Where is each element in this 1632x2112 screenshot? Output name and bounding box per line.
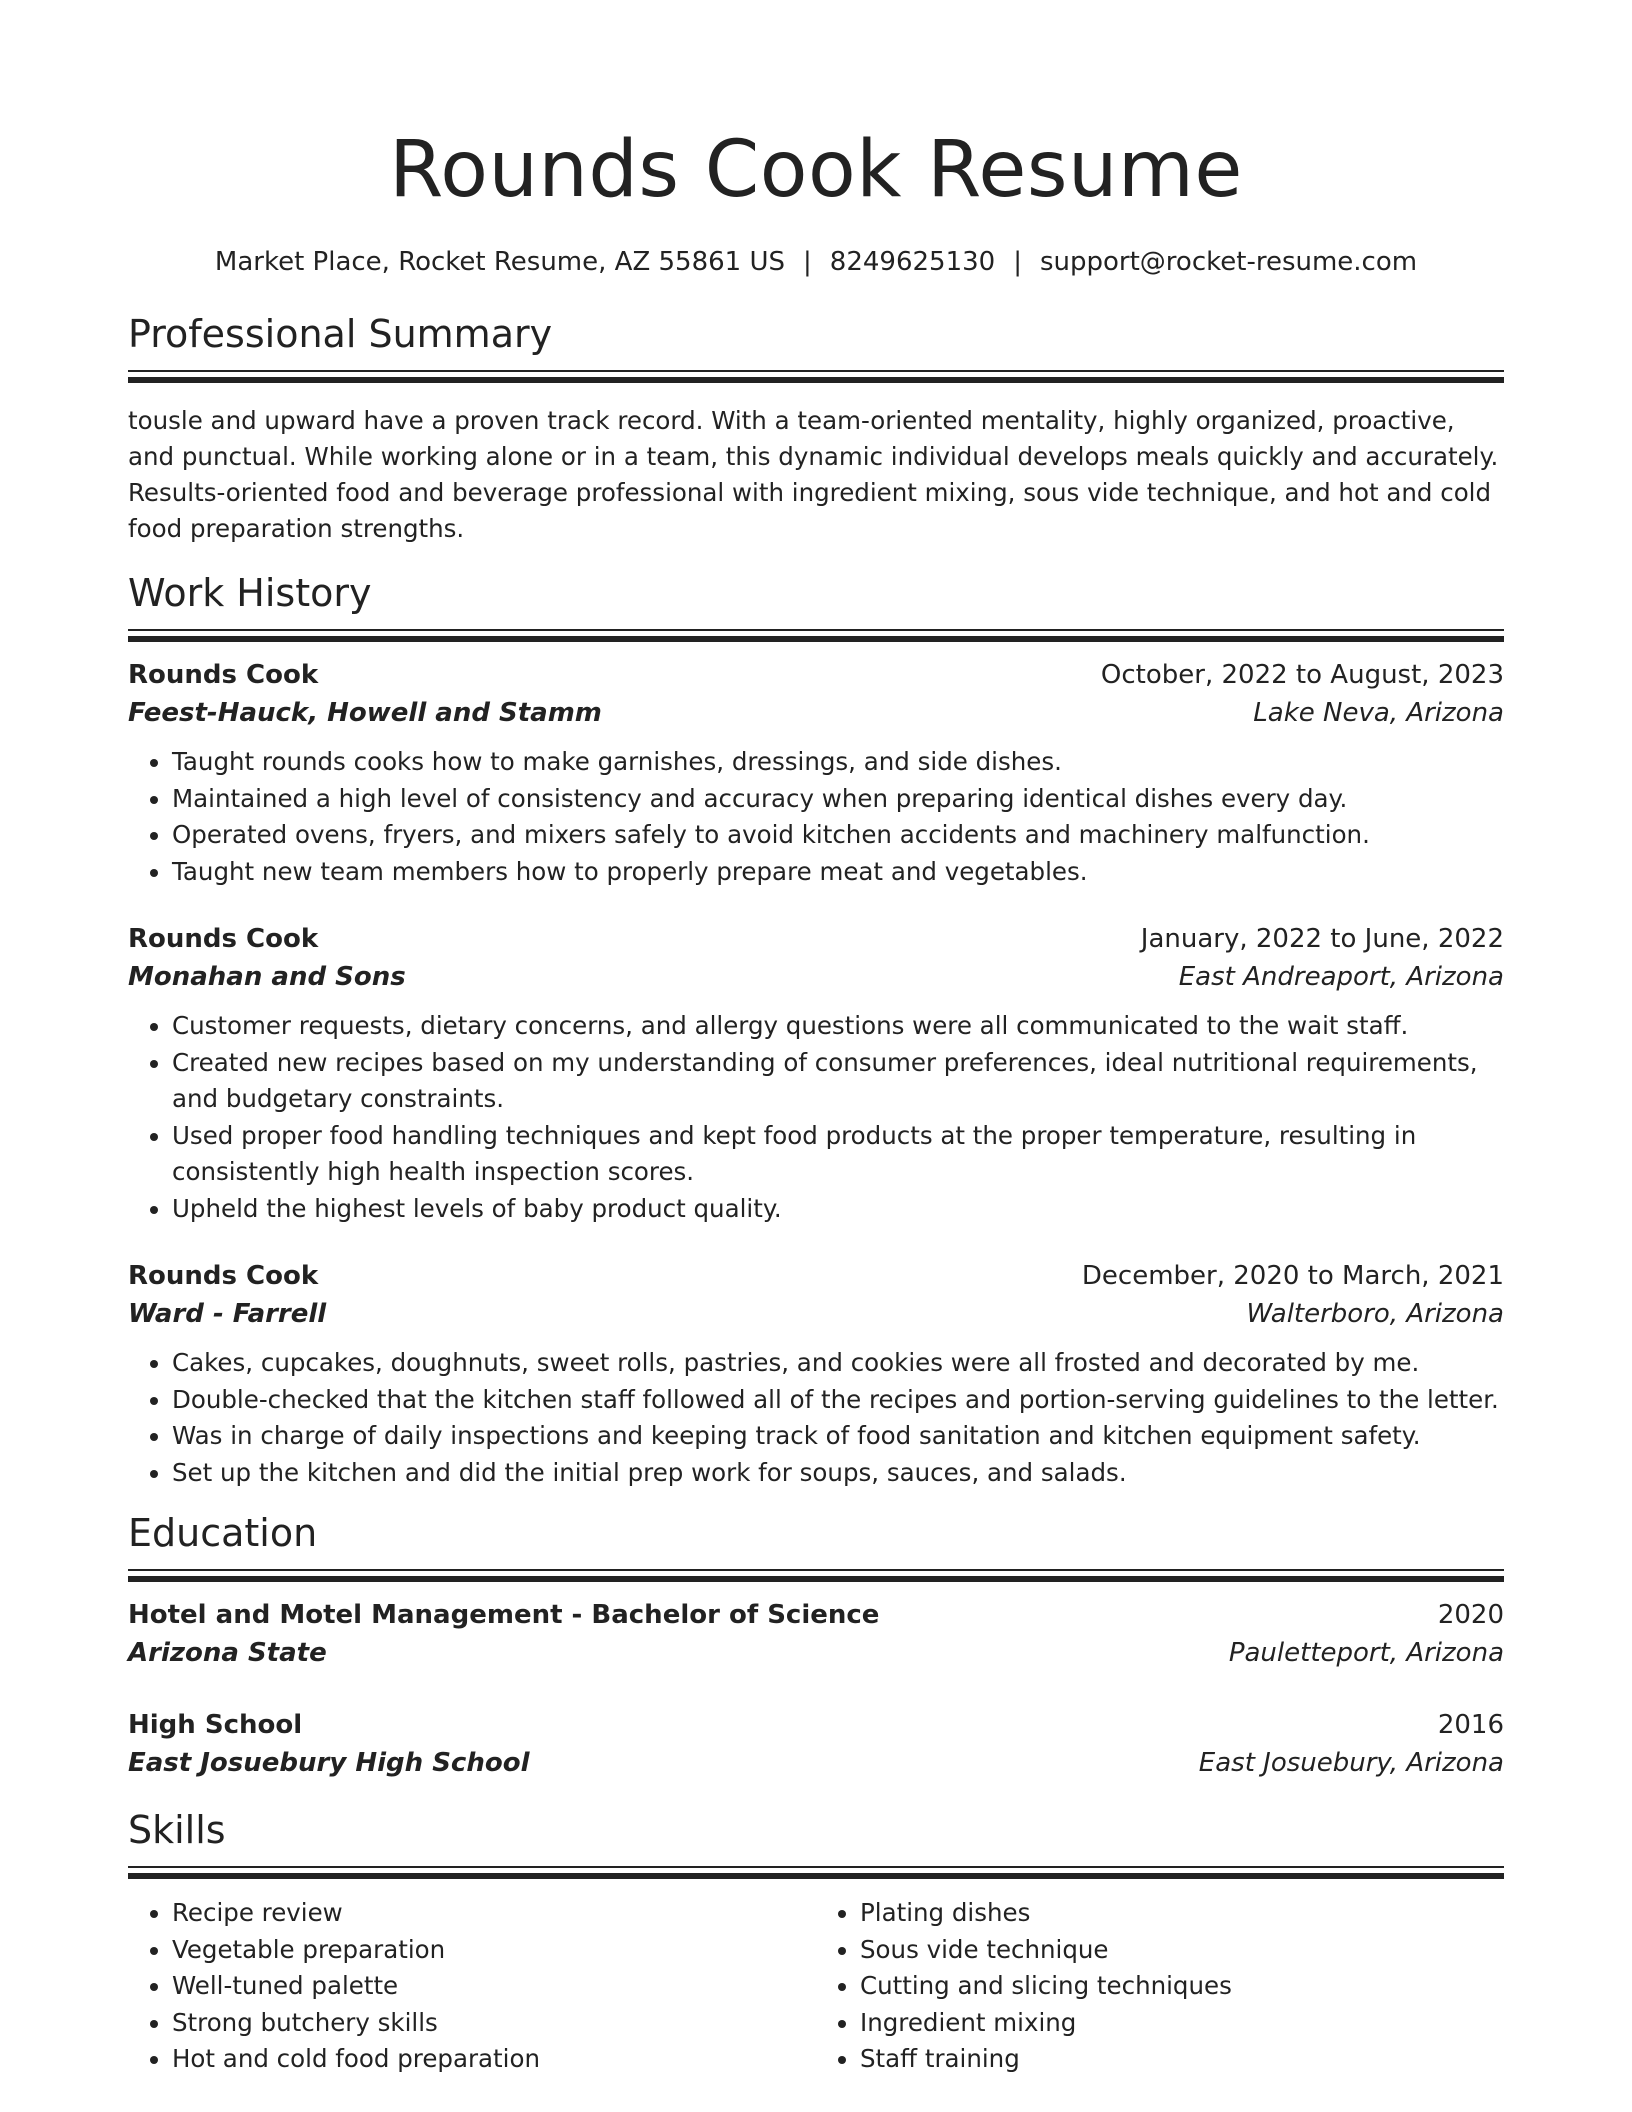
list-item: • Operated ovens, fryers, and mixers safely to avoid kitchen accidents and machinery malfunction. (172, 817, 1504, 854)
education-header (128, 1596, 1504, 1634)
contact-line (128, 244, 1504, 280)
education-year: 2020 (1437, 1600, 1504, 1630)
job-dates: January, 2022 to June, 2022 (1140, 924, 1504, 954)
skills-list-left (128, 1895, 816, 2078)
education-degree: Hotel and Motel Management - Bachelor of Science (128, 1600, 880, 1630)
education-subheader (128, 1744, 1504, 1782)
section-divider (128, 629, 1504, 642)
list-item: • Staff training (860, 2041, 1504, 2078)
education-subheader (128, 1634, 1504, 1672)
job-bullets (128, 1345, 1504, 1491)
job-company: Monahan and Sons (128, 962, 406, 992)
resume-title: Rounds Cook Resume (389, 125, 1243, 215)
list-item: • Strong butchery skills (172, 2005, 816, 2042)
summary-text: tousle and upward have a proven track record. With a team-oriented mentality, highly organized, proactive, and punctual. While working alone or in a team, this dynamic individual develops meals quickly and accurately. Results-oriented food and beverage professional with ingredient mixing, sous vide technique, and hot and cold food preparation strengths. (128, 406, 1499, 543)
section-heading: Professional Summary (128, 312, 553, 356)
job-subheader (128, 694, 1504, 732)
contact-separator: | (803, 247, 812, 277)
job-header (128, 920, 1504, 958)
job-dates: December, 2020 to March, 2021 (1081, 1261, 1504, 1291)
section-heading: Education (128, 1511, 318, 1555)
skills-section (128, 1806, 1504, 2078)
section-divider (128, 1569, 1504, 1582)
education-degree: High School (128, 1710, 303, 1740)
list-item: • Set up the kitchen and did the initial prep work for soups, sauces, and salads. (172, 1455, 1504, 1492)
job-title: Rounds Cook (128, 1261, 319, 1291)
skills-columns (128, 1895, 1504, 2078)
education-entry (128, 1706, 1504, 1782)
contact-address: Market Place, Rocket Resume, AZ 55861 US (214, 247, 786, 277)
list-item: • Created new recipes based on my understanding of consumer preferences, ideal nutritional requirements, and budgetary constraints. (172, 1045, 1504, 1118)
list-item: • Maintained a high level of consistency and accuracy when preparing identical dishes every day. (172, 781, 1504, 818)
education-location: East Josuebury, Arizona (1198, 1748, 1504, 1778)
education-location: Pauletteport, Arizona (1228, 1638, 1504, 1668)
list-item: • Cakes, cupcakes, doughnuts, sweet rolls, pastries, and cookies were all frosted and decorated by me. (172, 1345, 1504, 1382)
list-item: • Taught new team members how to properly prepare meat and vegetables. (172, 854, 1504, 891)
list-item: • Well-tuned palette (172, 1968, 816, 2005)
job-location: Lake Neva, Arizona (1253, 698, 1504, 728)
job-bullets (128, 744, 1504, 890)
job-company: Feest-Hauck, Howell and Stamm (128, 698, 602, 728)
job-location: East Andreaport, Arizona (1178, 962, 1504, 992)
job-subheader (128, 958, 1504, 996)
section-divider (128, 370, 1504, 383)
education-section (128, 1509, 1504, 1782)
job-header (128, 656, 1504, 694)
section-heading: Skills (128, 1808, 226, 1852)
job-bullets (128, 1008, 1504, 1227)
list-item: • Taught rounds cooks how to make garnishes, dressings, and side dishes. (172, 744, 1504, 781)
contact-email: support@rocket-resume.com (1039, 247, 1418, 277)
work-history-section (128, 569, 1504, 1491)
education-school: East Josuebury High School (128, 1748, 530, 1778)
education-school: Arizona State (128, 1638, 327, 1668)
education-year: 2016 (1437, 1710, 1504, 1740)
contact-phone: 8249625130 (829, 247, 996, 277)
list-item: • Used proper food handling techniques and kept food products at the proper temperature, resulting in consistently high health inspection scores. (172, 1118, 1504, 1191)
summary-section (128, 310, 1504, 547)
list-item: • Customer requests, dietary concerns, and allergy questions were all communicated to the wait staff. (172, 1008, 1504, 1045)
job-location: Walterboro, Arizona (1246, 1299, 1504, 1329)
job-entry (128, 656, 1504, 890)
job-header (128, 1257, 1504, 1295)
list-item: • Cutting and slicing techniques (860, 1968, 1504, 2005)
list-item: • Recipe review (172, 1895, 816, 1932)
job-dates: October, 2022 to August, 2023 (1100, 660, 1504, 690)
list-item: • Ingredient mixing (860, 2005, 1504, 2042)
list-item: • Was in charge of daily inspections and keeping track of food sanitation and kitchen equipment safety. (172, 1418, 1504, 1455)
job-entry (128, 1257, 1504, 1491)
education-entry (128, 1596, 1504, 1672)
skills-list-right (816, 1895, 1504, 2078)
job-company: Ward - Farrell (128, 1299, 327, 1329)
list-item: • Double-checked that the kitchen staff followed all of the recipes and portion-serving guidelines to the letter. (172, 1382, 1504, 1419)
job-title: Rounds Cook (128, 924, 319, 954)
list-item: • Vegetable preparation (172, 1932, 816, 1969)
section-heading: Work History (128, 571, 372, 615)
job-subheader (128, 1295, 1504, 1333)
section-divider (128, 1866, 1504, 1879)
list-item: • Hot and cold food preparation (172, 2041, 816, 2078)
job-entry (128, 920, 1504, 1227)
contact-separator: | (1013, 247, 1022, 277)
education-header (128, 1706, 1504, 1744)
list-item: • Sous vide technique (860, 1932, 1504, 1969)
list-item: • Plating dishes (860, 1895, 1504, 1932)
list-item: • Upheld the highest levels of baby product quality. (172, 1191, 1504, 1228)
job-title: Rounds Cook (128, 660, 319, 690)
